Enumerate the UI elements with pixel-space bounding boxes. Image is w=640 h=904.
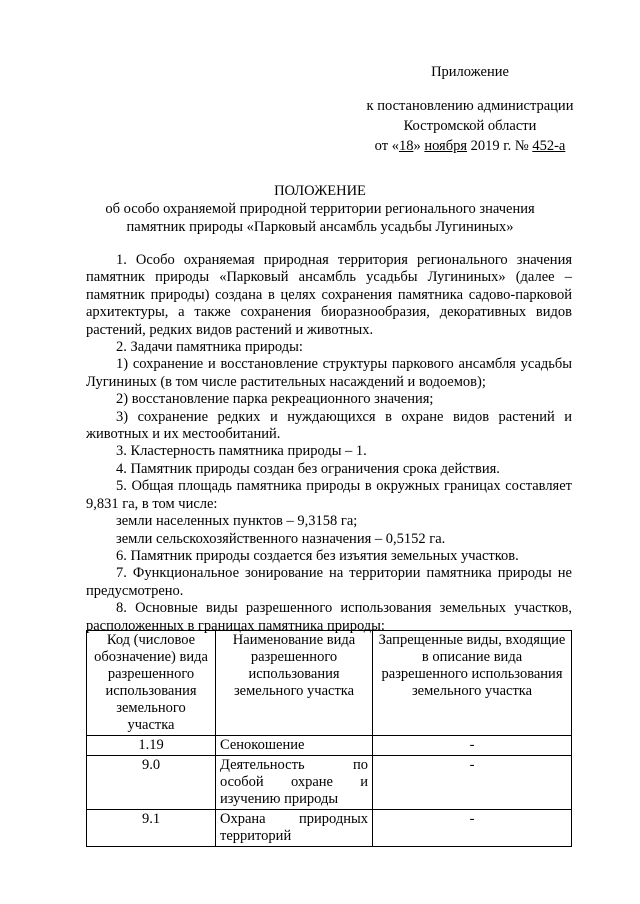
table-cell-forbidden: -	[373, 736, 572, 756]
date-mid: »	[413, 138, 425, 154]
decree-ref-line2: Костромской области	[403, 118, 537, 134]
table-header-code: Код (числовое обозначение) вида разрешенного использования земельного участка	[87, 631, 216, 736]
title-subtitle-2: памятник природы «Парковый ансамбль усадьбы Лугининых»	[126, 219, 514, 235]
title-subtitle-1: об особо охраняемой природной территории регионального значения	[105, 201, 535, 217]
document-title	[60, 182, 580, 236]
table-row	[87, 756, 572, 810]
table-header-forbidden: Запрещенные виды, входящие в описание вида разрешенного использования земельного участка	[373, 631, 572, 736]
paragraph-4: 4. Памятник природы создан без ограничения срока действия.	[116, 460, 500, 477]
document-body	[86, 252, 572, 635]
appendix-block	[350, 62, 590, 152]
table-row	[87, 810, 572, 847]
table-cell-code: 9.0	[87, 756, 216, 810]
paragraph-2-item-2: 2) восстановление парка рекреационного значения;	[116, 391, 434, 408]
table-cell-name: Охрана природных территорий	[216, 810, 373, 847]
appendix-label: Приложение	[431, 64, 509, 80]
decree-ref-line1: к постановлению администрации	[366, 98, 574, 114]
title-heading: ПОЛОЖЕНИЕ	[274, 183, 366, 199]
paragraph-7: 7. Функциональное зонирование на территории памятника природы не предусмотрено.	[86, 565, 572, 599]
paragraph-2: 2. Задачи памятника природы:	[116, 339, 303, 356]
table-cell-forbidden: -	[373, 756, 572, 810]
table-cell-forbidden: -	[373, 810, 572, 847]
paragraph-2-item-3: 3) сохранение редких и нуждающихся в охране видов растений и животных и их местообитаний.	[86, 408, 572, 443]
table-cell-name: Деятельность по особой охране и изучению природы	[216, 756, 373, 810]
paragraph-2-item-1: 1) сохранение и восстановление структуры паркового ансамбля усадьбы Лугининых (в том числе растительных насаждений и водоемов);	[86, 356, 572, 390]
date-month: ноября	[424, 138, 468, 154]
land-use-table	[86, 630, 572, 847]
paragraph-6: 6. Памятник природы создается без изъятия земельных участков.	[116, 547, 519, 564]
decree-number: 452-а	[532, 138, 566, 154]
table-cell-code: 9.1	[87, 810, 216, 847]
date-prefix: от «	[374, 138, 399, 154]
date-day: 18	[398, 138, 414, 154]
table-header-row	[87, 631, 572, 736]
table-cell-name: Сенокошение	[216, 736, 373, 756]
paragraph-8: 8. Основные виды разрешенного использования земельных участков, расположенных в границах памятника природы:	[86, 600, 572, 634]
decree-date-line	[350, 136, 590, 156]
table-row	[87, 736, 572, 756]
paragraph-5-land-settlements: земли населенных пунктов – 9,3158 га;	[116, 513, 358, 530]
paragraph-1: 1. Особо охраняемая природная территория регионального значения памятник природы «Парковый ансамбль усадьбы Лугининых» (далее – памятник природы) создана в целях сохранения памятника садово-парковой архитектуры, а также сохранения биоразнообразия, декоративных видов растений, редких видов растений и животных.	[86, 252, 572, 338]
date-year: 2019 г. №	[467, 138, 533, 154]
paragraph-5-land-agricultural: земли сельскохозяйственного назначения – 0,5152 га.	[116, 530, 446, 547]
table-header-name: Наименование вида разрешенного использования земельного участка	[216, 631, 373, 736]
table-cell-code: 1.19	[87, 736, 216, 756]
paragraph-3: 3. Кластерность памятника природы – 1.	[116, 443, 367, 460]
paragraph-5: 5. Общая площадь памятника природы в окружных границах составляет 9,831 га, в том числе:	[86, 478, 572, 512]
